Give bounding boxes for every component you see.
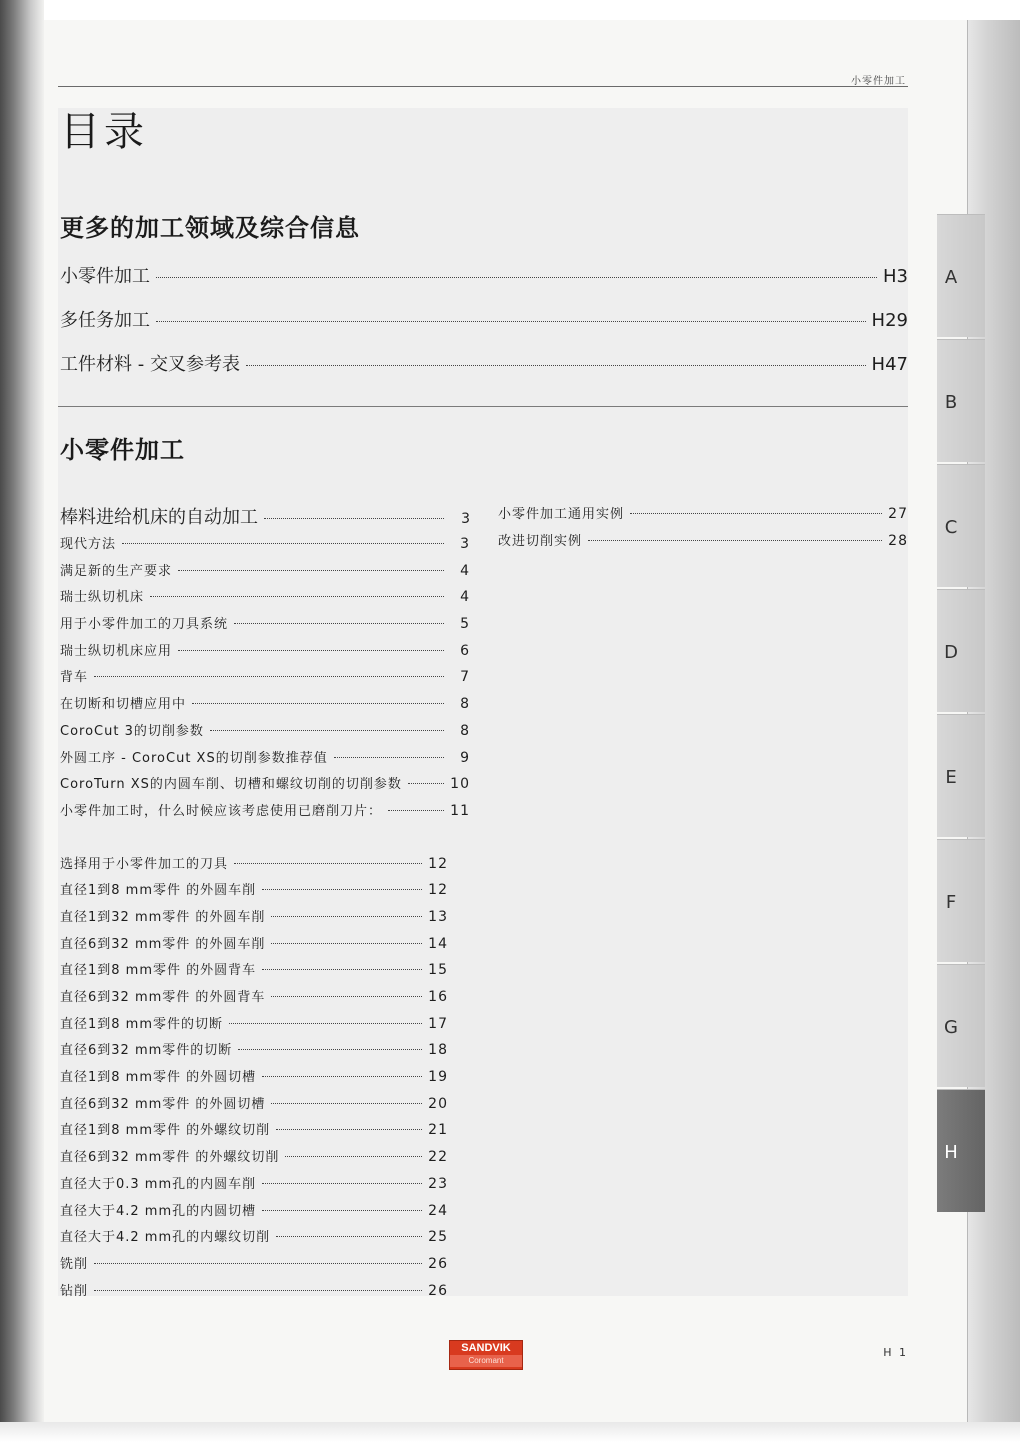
toc-entry-page: 4 [460, 589, 470, 606]
toc-entry-label: CoroCut 3的切削参数 [60, 723, 204, 739]
toc-entry[interactable] [60, 503, 470, 533]
toc-entry-label: 直径1到8 mm零件 的外圆车削 [60, 883, 257, 899]
toc-entry[interactable] [60, 613, 470, 640]
toc-entry-label: 现代方法 [60, 537, 117, 552]
tab-d[interactable] [937, 589, 985, 712]
tab-h-active[interactable] [937, 1089, 985, 1212]
toc-entry-page: 4 [460, 562, 470, 579]
dot-leader [238, 1049, 422, 1050]
toc-entry-page: H47 [871, 354, 908, 375]
toc-entry-label: 直径6到32 mm零件的切断 [60, 1043, 233, 1059]
toc-entry-label: 直径6到32 mm零件 的外螺纹切削 [60, 1150, 280, 1166]
toc-entry[interactable] [60, 1200, 470, 1227]
dot-leader [630, 513, 882, 514]
dot-leader [156, 277, 877, 278]
toc-entry-label: 背车 [60, 670, 89, 686]
dot-leader [262, 889, 422, 890]
toc-entry[interactable] [60, 306, 908, 350]
dot-leader [276, 1129, 422, 1130]
toc-entry-page: 26 [428, 1282, 448, 1299]
toc-entry-page: 24 [428, 1202, 448, 1219]
toc-entry[interactable] [498, 503, 908, 530]
toc-entry-label: 直径1到32 mm零件 的外圆车削 [60, 909, 266, 925]
tab-label: E [945, 767, 957, 788]
tab-f[interactable] [937, 839, 985, 962]
toc-entry[interactable] [60, 640, 470, 667]
toc-entry[interactable] [60, 1066, 470, 1093]
toc-entry[interactable] [60, 1093, 470, 1120]
toc-entry[interactable] [60, 773, 470, 800]
dot-leader [271, 943, 422, 944]
toc-entry-page: 8 [460, 722, 470, 739]
tab-label: D [944, 642, 958, 663]
toc-entry-page: 17 [428, 1015, 448, 1032]
dot-leader [178, 650, 444, 651]
toc-entry-label: 瑞士纵切机床应用 [60, 643, 173, 659]
toc-entry[interactable] [60, 1119, 470, 1146]
toc-entry-page: 3 [461, 511, 470, 527]
dot-leader [156, 321, 866, 322]
tab-label: B [944, 392, 958, 413]
toc-entry[interactable] [60, 1280, 470, 1307]
dot-leader [276, 1236, 422, 1237]
toc-entry[interactable] [60, 959, 470, 986]
toc-entry-label: 钻削 [60, 1283, 89, 1299]
toc-entry-page: 5 [460, 616, 470, 633]
tab-c[interactable] [937, 464, 985, 587]
toc-entry-label: 小零件加工时，什么时候应该考虑使用已磨削刀片： [60, 803, 383, 819]
dot-leader [271, 1103, 422, 1104]
toc-entry-label: 多任务加工 [60, 310, 150, 331]
sandvik-logo [449, 1340, 523, 1370]
dot-leader [210, 730, 444, 731]
toc-entry-page: 15 [428, 962, 448, 979]
toc-entry[interactable] [60, 986, 470, 1013]
toc-entry-label: 直径1到8 mm零件的切断 [60, 1016, 224, 1032]
dot-leader [334, 757, 444, 758]
toc-entry-page: 6 [460, 642, 470, 659]
toc-entry[interactable] [60, 933, 470, 960]
dot-leader [234, 863, 422, 864]
toc-entry[interactable] [60, 906, 470, 933]
toc-entry-page: 3 [460, 536, 470, 552]
toc-entry[interactable] [60, 693, 470, 720]
dot-leader [94, 676, 444, 677]
toc-entry[interactable] [498, 530, 908, 557]
dot-leader [262, 1210, 422, 1211]
toc-entry-page: 27 [888, 506, 908, 522]
toc-main-list [60, 262, 908, 394]
toc-entry-page: H3 [883, 266, 908, 287]
toc-entry[interactable] [60, 1013, 470, 1040]
toc-entry-page: 12 [428, 855, 448, 872]
toc-entry[interactable] [60, 1146, 470, 1173]
dot-leader [234, 623, 444, 624]
dot-leader [94, 1290, 422, 1291]
tab-label: A [944, 267, 958, 288]
dot-leader [264, 518, 444, 519]
toc-entry-page: 10 [450, 776, 470, 793]
toc-entry-page: 28 [888, 532, 908, 549]
toc-entry-label: 直径6到32 mm零件 的外圆背车 [60, 990, 266, 1005]
toc-entry-page: 13 [428, 908, 448, 925]
dot-leader [588, 540, 882, 541]
toc-entry-label: 小零件加工 [60, 266, 150, 287]
tab-b[interactable] [937, 339, 985, 462]
running-title: 小零件加工 [851, 76, 906, 87]
dot-leader [271, 916, 422, 917]
dot-leader [122, 543, 444, 544]
logo-sub: Coromant [450, 1355, 522, 1367]
toc-entry-label: 直径大于0.3 mm孔的内圆车削 [60, 1176, 257, 1192]
toc-entry-page: H29 [871, 310, 908, 331]
toc-entry-label: 直径1到8 mm零件 的外螺纹切削 [60, 1123, 271, 1139]
dot-leader [388, 810, 444, 811]
toc-entry-page: 18 [428, 1042, 448, 1059]
dot-leader [408, 783, 444, 784]
toc-entry[interactable] [60, 720, 470, 747]
section-heading-more-info: 更多的加工领域及综合信息 [60, 214, 360, 242]
dot-leader [94, 1263, 422, 1264]
toc-entry[interactable] [60, 1253, 470, 1280]
toc-entry-page: 21 [428, 1122, 448, 1139]
toc-entry-page: 25 [428, 1229, 448, 1246]
dot-leader [150, 596, 444, 597]
toc-entry-page: 14 [428, 935, 448, 952]
tab-label: H [944, 1142, 958, 1163]
dot-leader [192, 703, 444, 704]
toc-entry-label: 瑞士纵切机床 [60, 590, 145, 606]
toc-left-column [60, 503, 470, 1306]
toc-entry[interactable] [60, 586, 470, 613]
toc-entry[interactable] [60, 560, 470, 587]
toc-entry-page: 23 [428, 1175, 448, 1192]
tab-g[interactable] [937, 964, 985, 1087]
toc-entry-label: 满足新的生产要求 [60, 563, 173, 579]
dot-leader [271, 996, 422, 997]
toc-entry-label: 铣削 [60, 1256, 89, 1272]
dot-leader [262, 969, 422, 970]
tab-a[interactable] [937, 214, 985, 337]
tab-label: G [944, 1017, 958, 1038]
toc-entry-label: 直径6到32 mm零件 的外圆切槽 [60, 1096, 266, 1112]
section-divider [58, 406, 908, 407]
toc-entry[interactable] [60, 1173, 470, 1200]
toc-entry-label: 在切断和切槽应用中 [60, 697, 187, 713]
toc-entry[interactable] [60, 747, 470, 774]
dot-leader [178, 570, 444, 571]
dot-leader [229, 1023, 422, 1024]
toc-entry-label: CoroTurn XS的内圆车削、切槽和螺纹切削的切削参数 [60, 777, 402, 793]
toc-entry-label: 直径大于4.2 mm孔的内螺纹切削 [60, 1230, 271, 1246]
toc-entry-page: 26 [428, 1255, 448, 1272]
toc-entry-page: 11 [450, 802, 470, 819]
page-title: 目录 [60, 109, 148, 155]
toc-entry[interactable] [60, 800, 470, 827]
toc-entry-label: 选择用于小零件加工的刀具 [60, 856, 229, 872]
dot-leader [262, 1183, 422, 1184]
toc-entry[interactable] [60, 879, 470, 906]
toc-entry[interactable] [60, 666, 470, 693]
page-number: H 1 [883, 1346, 908, 1359]
dot-leader [262, 1076, 422, 1077]
toc-entry[interactable] [60, 1039, 470, 1066]
section-heading-small-parts: 小零件加工 [60, 436, 185, 464]
header-rule [58, 86, 908, 87]
toc-entry-label: 用于小零件加工的刀具系统 [60, 617, 229, 633]
toc-entry-label: 棒料进给机床的自动加工 [60, 507, 258, 528]
tab-e[interactable] [937, 714, 985, 837]
tab-label: C [944, 517, 958, 538]
toc-entry-label: 直径1到8 mm零件 的外圆切槽 [60, 1070, 257, 1086]
section-tabs [937, 214, 985, 1214]
toc-entry-page: 16 [428, 989, 448, 1005]
toc-right-column [498, 503, 908, 556]
toc-entry-label: 小零件加工通用实例 [498, 507, 625, 522]
toc-entry-label: 直径1到8 mm零件 的外圆背车 [60, 963, 257, 979]
toc-entry-page: 9 [460, 749, 470, 766]
toc-entry-label: 改进切削实例 [498, 533, 583, 549]
toc-entry[interactable] [60, 262, 908, 306]
toc-entry-page: 8 [460, 696, 470, 713]
toc-entry-label: 直径6到32 mm零件 的外圆车削 [60, 936, 266, 952]
toc-entry[interactable] [60, 350, 908, 394]
toc-entry-page: 12 [428, 882, 448, 899]
dot-leader [285, 1156, 422, 1157]
logo-brand: SANDVIK [461, 1342, 511, 1354]
toc-entry[interactable] [60, 1226, 470, 1253]
toc-entry-page: 7 [460, 669, 470, 686]
toc-entry-page: 20 [428, 1095, 448, 1112]
toc-entry-label: 工件材料 - 交叉参考表 [60, 354, 240, 375]
toc-entry-page: 19 [428, 1069, 448, 1086]
toc-entry[interactable] [60, 853, 470, 880]
toc-entry-page: 22 [428, 1149, 448, 1166]
dot-leader [246, 365, 866, 366]
tab-label: F [945, 892, 957, 913]
toc-entry-label: 直径大于4.2 mm孔的内圆切槽 [60, 1203, 257, 1219]
toc-entry[interactable] [60, 533, 470, 560]
toc-entry-label: 外圆工序 - CoroCut XS的切削参数推荐值 [60, 750, 328, 766]
